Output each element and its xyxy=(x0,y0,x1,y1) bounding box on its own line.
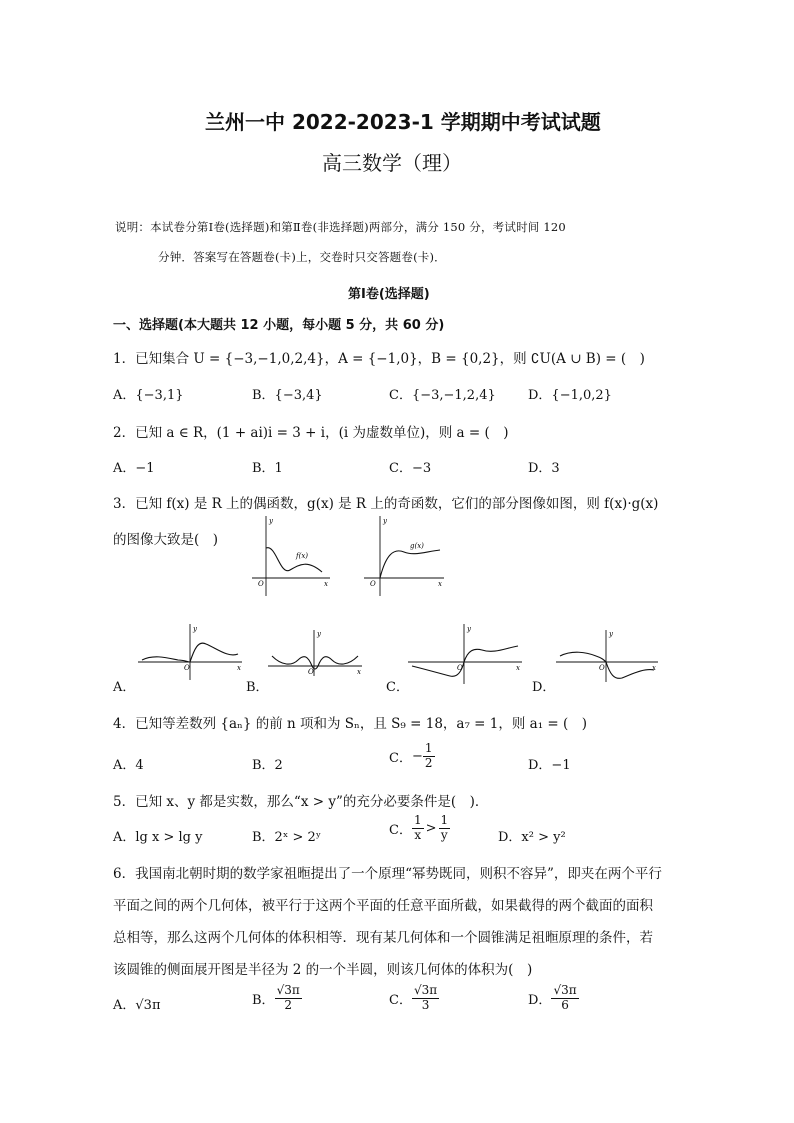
svg-text:O: O xyxy=(457,664,463,672)
question-6-stem-line-2: 平面之间的两个几何体，被平行于这两个平面的任意平面所截，如果截得的两个截面的面积 xyxy=(113,898,653,914)
question-5-option-c-label: C． xyxy=(389,822,412,838)
question-6-option-b: B． $\frac{√3\pi}{2}$ xyxy=(252,983,300,1012)
question-4-option-d: D．−1 xyxy=(528,758,571,773)
question-3-stem-line-2: 的图像大致是( ) xyxy=(113,532,219,548)
question-4-option-c-sign: − xyxy=(411,748,423,764)
exam-title: 兰州一中 2022-2023-1 学期期中考试试题 xyxy=(205,110,601,134)
graph-f-y-label: y xyxy=(269,517,273,525)
question-3-graph-g xyxy=(364,514,446,598)
svg-text:O: O xyxy=(184,664,190,672)
graph-g-origin-label: O xyxy=(370,580,376,588)
question-3-option-a-graph xyxy=(138,620,244,682)
question-6-stem-line-1: 6．我国南北朝时期的数学家祖暅提出了一个原理“幂势既同，则积不容异”，即夹在两个平行 xyxy=(113,866,662,882)
question-2-option-a: A．−1 xyxy=(113,461,155,476)
graph-g-x-label: x xyxy=(438,580,442,588)
question-5-stem: 5．已知 x、y 都是实数，那么“x > y”的充分必要条件是( )． xyxy=(113,794,489,810)
question-1-option-d: D．{−1,0,2} xyxy=(528,388,612,403)
exam-notice-line-2: 分钟．答案写在答题卷(卡)上，交卷时只交答题卷(卡)． xyxy=(158,250,446,264)
question-1-option-a: A．{−3,1} xyxy=(113,388,184,403)
question-3-option-b-graph xyxy=(268,626,364,678)
question-4-option-c xyxy=(389,742,435,771)
svg-text:x: x xyxy=(237,664,241,672)
question-5-option-c-right-fraction: $\frac{1}{y}$ xyxy=(440,813,449,842)
question-3-option-b: B． xyxy=(246,680,269,695)
question-1-option-b: B．{−3,4} xyxy=(252,388,323,403)
svg-text:O: O xyxy=(308,668,314,676)
question-3-graph-f xyxy=(252,514,332,598)
part-1-title: 第Ⅰ卷(选择题) xyxy=(348,287,430,302)
question-2-option-d: D．3 xyxy=(528,461,560,476)
question-3-stem-line-1: 3．已知 f(x) 是 R 上的偶函数，g(x) 是 R 上的奇函数，它们的部分图像如图，则 f(x)·g(x) xyxy=(113,496,659,512)
svg-text:y: y xyxy=(193,625,197,633)
question-5-option-c-left-fraction: $\frac{1}{x}$ xyxy=(413,813,422,842)
question-6-option-a-value: √3π xyxy=(135,998,161,1013)
question-2-option-b: B．1 xyxy=(252,461,283,476)
question-6-stem-line-3: 总相等，那么这两个几何体的体积相等．现有某几何体和一个圆锥满足祖暅原理的条件，若 xyxy=(113,930,653,946)
svg-text:O: O xyxy=(599,664,605,672)
question-6-stem-line-4: 该圆锥的侧面展开图是半径为 2 的一个半圆，则该几何体的体积为( ) xyxy=(113,962,533,978)
question-4-option-b: B．2 xyxy=(252,758,283,773)
question-6-option-a: A．√3π xyxy=(113,998,161,1013)
question-6-option-d: D． $\frac{√3\pi}{6}$ xyxy=(528,983,577,1012)
question-4-option-c-label: C． xyxy=(389,750,412,766)
question-5-option-c: C． $\frac{1}{x}$ > $\frac{1}{y}$ xyxy=(389,813,449,842)
exam-notice-line-1: 说明：本试卷分第Ⅰ卷(选择题)和第Ⅱ卷(非选择题)两部分，满分 150 分，考试时间 120 xyxy=(115,220,566,234)
question-5-option-b: B．2ˣ > 2ʸ xyxy=(252,830,322,845)
question-3-option-d-graph xyxy=(556,626,660,684)
graph-f-x-label: x xyxy=(324,580,328,588)
svg-text:y: y xyxy=(609,630,613,638)
graph-f-origin-label: O xyxy=(258,580,264,588)
question-4-stem: 4．已知等差数列 {aₙ} 的前 n 项和为 Sₙ，且 S₉ = 18，a₇ = 1，则 a₁ = ( ) xyxy=(113,716,588,732)
question-1-stem: 1．已知集合 U = {−3,−1,0,2,4}，A = {−1,0}，B = {0,2}，则 ∁U(A ∪ B) = ( ) xyxy=(113,351,645,367)
question-5-option-d: D．x² > y² xyxy=(498,830,566,845)
svg-text:x: x xyxy=(652,664,656,672)
question-2-option-c: C．−3 xyxy=(389,461,432,476)
question-3-option-c-graph xyxy=(408,620,524,686)
question-5-option-a: A．lg x > lg y xyxy=(113,830,203,845)
question-6-option-c-fraction: $\frac{√3\pi}{3}$ xyxy=(413,983,438,1012)
svg-text:y: y xyxy=(317,630,321,638)
question-6-option-c: C． $\frac{√3\pi}{3}$ xyxy=(389,983,438,1012)
question-3-option-a: A． xyxy=(113,680,136,695)
svg-text:y: y xyxy=(467,625,471,633)
question-3-option-d: D． xyxy=(532,680,556,695)
exam-subtitle: 高三数学（理） xyxy=(322,151,462,175)
svg-text:x: x xyxy=(516,664,520,672)
graph-g-y-label: y xyxy=(383,517,387,525)
question-3-option-c: C． xyxy=(386,680,409,695)
question-2-stem: 2．已知 a ∈ R，(1 + ai)i = 3 + i，(i 为虚数单位)，则 a = ( ) xyxy=(113,425,509,441)
question-6-option-d-fraction: $\frac{√3\pi}{6}$ xyxy=(553,983,577,1012)
question-1-option-c: C．{−3,−1,2,4} xyxy=(389,388,496,403)
question-4-option-c-fraction: $\frac{1}{2}$ xyxy=(424,741,433,770)
graph-g-curve-label: g(x) xyxy=(410,542,424,550)
question-6-option-b-fraction: $\frac{√3\pi}{2}$ xyxy=(276,983,300,1012)
section-1-title: 一、选择题(本大题共 12 小题，每小题 5 分，共 60 分) xyxy=(113,318,445,333)
svg-text:x: x xyxy=(357,668,361,676)
graph-f-curve-label: f(x) xyxy=(296,552,309,560)
question-4-option-a: A．4 xyxy=(113,758,144,773)
